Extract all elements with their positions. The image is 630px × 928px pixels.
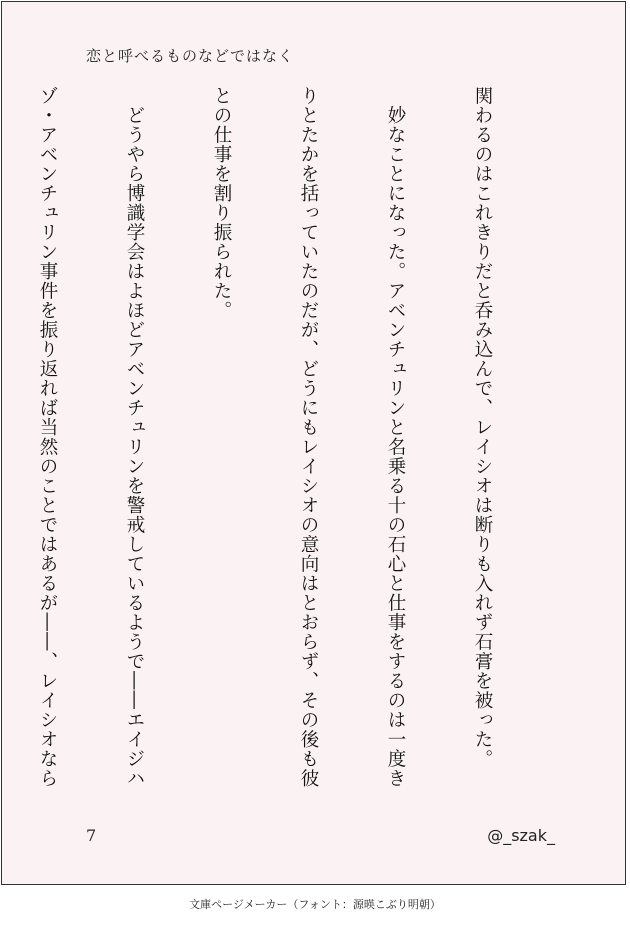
author-handle: @_szak_ [487, 826, 555, 845]
text-line: りとたかを括っていたのだが、どうにもレイシオの意向はとおらず、その後も彼 [298, 86, 319, 788]
page-number: 7 [86, 826, 97, 845]
text-line: との仕事を割り振られた。 [211, 86, 232, 320]
vertical-body-text [0, 86, 555, 828]
text-line: ゾ・アベンチュリン事件を振り返れば当然のことではあるが――、レイシオなら [37, 86, 58, 788]
running-header-title: 恋と呼べるものなどではなく [86, 47, 295, 65]
text-line: どうやら博識学会はよほどアベンチュリンを警戒しているようで――エイジハ [124, 86, 145, 788]
book-page [1, 1, 626, 885]
generator-caption: 文庫ページメーカー（フォント：源暎こぶり明朝） [189, 898, 441, 911]
text-line: 妙なことになった。アベンチュリンと名乗る十の石心と仕事をするのは一度き [385, 86, 406, 788]
text-line: 関わるのはこれきりだと呑み込んで、レイシオは断りも入れず石膏を被った。 [472, 86, 493, 769]
